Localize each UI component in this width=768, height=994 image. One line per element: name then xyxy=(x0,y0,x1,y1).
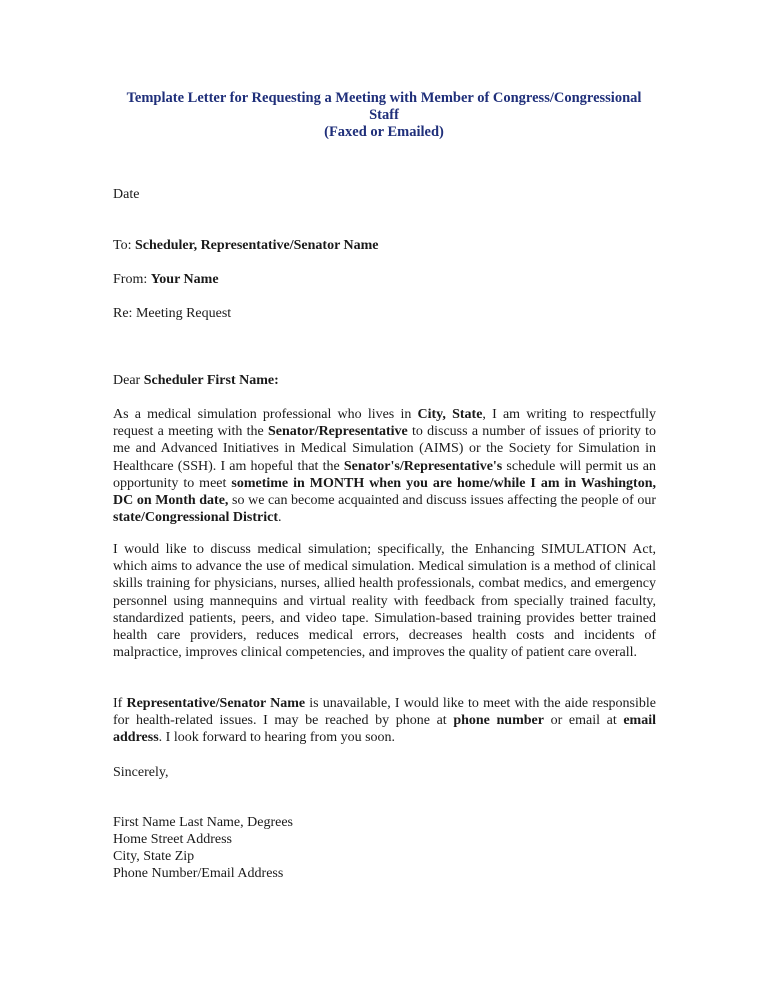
signature-city: City, State Zip xyxy=(113,849,195,864)
from-value: Your Name xyxy=(150,272,219,287)
p1-text-4: schedule will permit us an opportunity to meet xyxy=(113,458,656,491)
from-line xyxy=(113,271,219,288)
to-line xyxy=(113,237,379,254)
signature-block xyxy=(113,814,293,882)
paragraph-1 xyxy=(113,406,656,526)
salutation-name: Scheduler First Name: xyxy=(143,373,279,388)
p1-text-2: , I am writing to respectfully request a meeting with the xyxy=(113,407,657,440)
p3-bold-name: Representative/Senator Name xyxy=(126,696,306,711)
p1-text-1: As a medical simulation professional who lives in xyxy=(113,407,418,422)
p3-text-2: is unavailable, I would like to meet with the aide responsible for health-related issues. I may be reached by phone at xyxy=(113,696,656,729)
p1-text-6: . xyxy=(278,510,282,526)
p3-text-4: . I look forward to hearing from you soon. xyxy=(158,730,396,746)
p3-bold-phone: phone number xyxy=(453,713,544,729)
signature-street: Home Street Address xyxy=(113,832,232,847)
letter-title xyxy=(100,90,668,141)
salutation xyxy=(113,372,279,389)
re-line: Re: Meeting Request xyxy=(113,306,232,321)
p1-bold-month: sometime in MONTH when you are home/while I am in Washington, DC on Month date, xyxy=(113,475,656,509)
to-value: Scheduler, Representative/Senator Name xyxy=(134,238,379,253)
p1-text-3: to discuss a number of issues of priority to me and Advanced Initiatives in Medical Simulation (AIMS) or the Society for Simulation in Healthcare (SSH). I am hopeful that the xyxy=(113,424,656,474)
p1-bold-district: state/Congressional District xyxy=(113,510,278,526)
title-line-1: Template Letter for Requesting a Meeting with Member of Congress/Congressional xyxy=(126,90,642,106)
p3-text-3: or email at xyxy=(543,713,624,729)
title-line-2: Staff xyxy=(369,107,399,123)
p1-bold-senator: Senator/Representative xyxy=(268,424,408,440)
p1-bold-city-state: City, State xyxy=(417,407,483,422)
p1-text-5: so we can become acquainted and discuss issues affecting the people of our xyxy=(228,493,656,509)
from-label: From: xyxy=(113,272,148,287)
title-line-3: (Faxed or Emailed) xyxy=(324,124,444,140)
p3-bold-email: email address xyxy=(113,713,656,746)
to-label: To: xyxy=(113,238,132,253)
closing: Sincerely, xyxy=(113,765,169,780)
paragraph-3 xyxy=(113,695,656,747)
signature-contact: Phone Number/Email Address xyxy=(113,866,284,881)
p3-text-1: If xyxy=(113,696,127,711)
date-line: Date xyxy=(113,187,140,202)
salutation-prefix: Dear xyxy=(113,373,141,388)
paragraph-2: I would like to discuss medical simulation; specifically, the Enhancing SIMULATION Act, which aims to advance the use of medical simulation. Medical simulation is a method of clinical skills training for physicians, nurses, allied health professionals, combat medics, and emergency personnel using mannequins and virtual reality with feedback from specially trained faculty, standardized patients, peers, and video tape. Simulation-based training provides better trained health care providers, reduces medical errors, decreases health costs and incidents of malpractice, improves clinical competencies, and improves the quality of patient care overall. xyxy=(113,542,656,661)
signature-name: First Name Last Name, Degrees xyxy=(113,815,293,830)
p1-bold-senators: Senator's/Representative's xyxy=(343,458,503,474)
